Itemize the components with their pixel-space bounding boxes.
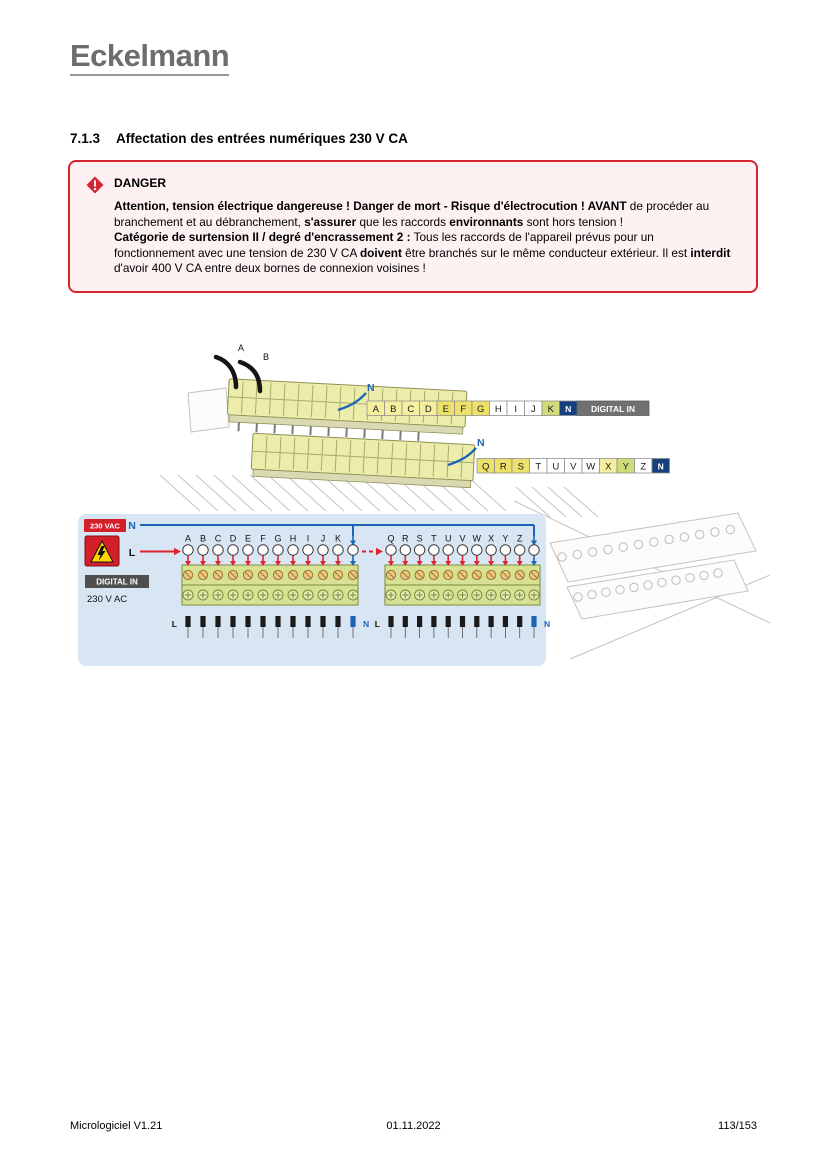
danger-p1-bold: environnants bbox=[449, 214, 524, 229]
panel-letter: S bbox=[416, 533, 423, 544]
panel-letter: Y bbox=[502, 533, 509, 544]
wire-b-label: B bbox=[263, 352, 270, 362]
section-heading bbox=[70, 131, 408, 146]
row1-letter: I bbox=[514, 403, 518, 415]
panel-letter: H bbox=[289, 533, 297, 544]
row1-letter: C bbox=[407, 403, 415, 415]
row1-letter: A bbox=[372, 403, 379, 415]
digital-in-tag: DIGITAL IN bbox=[590, 403, 636, 414]
panel-letter: J bbox=[320, 533, 326, 544]
danger-p2-bold: doivent bbox=[359, 245, 402, 260]
footer-version: Micrologiciel V1.21 bbox=[70, 1120, 163, 1132]
page-footer bbox=[70, 1120, 757, 1132]
panel-letter: T bbox=[431, 533, 437, 544]
block2-l-label: L bbox=[374, 619, 380, 629]
row1-letter: K bbox=[547, 403, 554, 415]
row1-letter: H bbox=[494, 403, 502, 415]
section-title: Affectation des entrées numériques 230 V CA bbox=[116, 131, 408, 146]
panel-letter: B bbox=[199, 533, 207, 544]
row2-letter: Q bbox=[482, 461, 490, 473]
panel-letter: V bbox=[459, 533, 466, 544]
danger-p2-text: Tous les raccords de l'appareil prévus pour un fonctionnement avec une tension de 230 V CA bbox=[114, 230, 654, 260]
panel-letter: I bbox=[306, 533, 310, 544]
panel-letter: E bbox=[244, 533, 252, 544]
row2-letter: Y bbox=[622, 461, 629, 473]
terminal-label-row-2 bbox=[477, 459, 670, 474]
panel-letter: A bbox=[184, 533, 192, 544]
row2-letter: T bbox=[535, 461, 542, 473]
row2-letter: X bbox=[605, 461, 612, 473]
block2-n-label: N bbox=[544, 619, 551, 629]
danger-p1-text: sont hors tension ! bbox=[523, 214, 624, 229]
block1-n-label: N bbox=[363, 619, 370, 629]
danger-p2-bold: Catégorie de surtension II / degré d'encrassement 2 : bbox=[114, 230, 411, 245]
panel-letter: X bbox=[488, 533, 495, 544]
voltage-label: 230 V AC bbox=[87, 594, 128, 605]
digital-in-panel bbox=[78, 514, 550, 666]
danger-p1-bold: s'assurer bbox=[304, 214, 357, 229]
row2-letter: U bbox=[552, 461, 560, 473]
row1-neutral-cell: N bbox=[565, 403, 572, 414]
footer-date: 01.11.2022 bbox=[386, 1120, 441, 1132]
danger-paragraph-2 bbox=[114, 230, 736, 277]
wire-a-label: A bbox=[238, 343, 245, 353]
section-number: 7.1.3 bbox=[70, 131, 101, 146]
row2-neutral-cell: N bbox=[657, 461, 664, 472]
block1-l-label: L bbox=[171, 619, 177, 629]
danger-p2-text: être branchés sur le même conducteur extérieur. Il est bbox=[401, 245, 691, 260]
danger-paragraph-1 bbox=[114, 199, 736, 230]
panel-letter: D bbox=[229, 533, 237, 544]
row1-letter: E bbox=[442, 403, 449, 415]
row2-letter: W bbox=[586, 461, 596, 473]
danger-p1-text: que les raccords bbox=[356, 214, 450, 229]
diagram-area bbox=[70, 335, 770, 680]
panel-letter: U bbox=[444, 533, 452, 544]
terminal-label-row-1 bbox=[367, 401, 649, 416]
row1-letter: F bbox=[460, 403, 467, 415]
panel-letter: W bbox=[472, 533, 482, 544]
danger-p1-text: de procéder au branchement et au débranchement, bbox=[114, 199, 710, 229]
row2-letter: R bbox=[499, 461, 507, 473]
panel-letter: G bbox=[274, 533, 282, 544]
n-wire-label-1: N bbox=[367, 382, 375, 394]
row2-letter: S bbox=[517, 461, 524, 473]
vac-badge-label: 230 VAC bbox=[90, 521, 120, 531]
digital-in-badge-label: DIGITAL IN bbox=[96, 577, 138, 587]
high-voltage-warning-icon bbox=[85, 536, 119, 566]
eckelmann-logo: Eckelmann bbox=[70, 40, 229, 76]
row1-letter: B bbox=[390, 403, 397, 415]
panel-n-label: N bbox=[128, 520, 136, 532]
wiring-diagram bbox=[70, 335, 770, 675]
row1-letter: J bbox=[530, 403, 536, 415]
panel-letter: C bbox=[214, 533, 222, 544]
panel-l-label: L bbox=[128, 547, 136, 559]
panel-letter: F bbox=[260, 533, 266, 544]
row2-letter: V bbox=[570, 461, 577, 473]
footer-page-number: 113/153 bbox=[718, 1120, 757, 1132]
row1-letter: D bbox=[424, 403, 432, 415]
danger-p2-text: d'avoir 400 V CA entre deux bornes de connexion voisines ! bbox=[114, 261, 426, 276]
danger-box bbox=[68, 160, 758, 293]
row2-letter: Z bbox=[640, 461, 647, 473]
panel-letter: R bbox=[402, 533, 409, 544]
panel-letter: Z bbox=[516, 533, 523, 544]
n-wire-label-2: N bbox=[477, 437, 485, 449]
danger-title: DANGER bbox=[114, 176, 167, 190]
panel-letter: K bbox=[334, 533, 342, 544]
terminal-strip-2 bbox=[251, 433, 475, 488]
row1-letter: G bbox=[477, 403, 485, 415]
danger-diamond-icon bbox=[86, 176, 104, 194]
panel-letter: Q bbox=[387, 533, 395, 544]
danger-p2-bold: interdit bbox=[690, 245, 731, 260]
danger-p1-bold: Attention, tension électrique dangereuse ! Danger de mort - Risque d'électrocution ! AVANT bbox=[114, 199, 627, 213]
